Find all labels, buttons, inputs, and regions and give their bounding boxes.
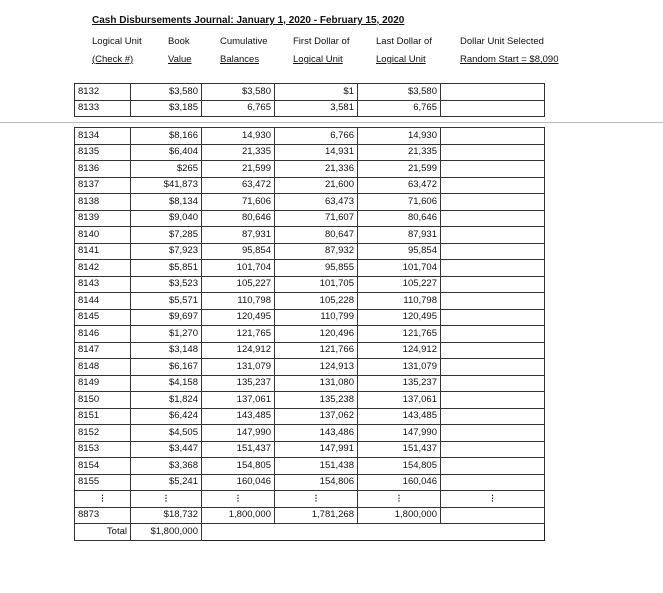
table-cell: $3,447 xyxy=(131,441,202,458)
header-first-dollar xyxy=(293,33,349,69)
table-cell: 131,080 xyxy=(275,375,358,392)
table-cell: $4,505 xyxy=(131,425,202,442)
table-cell: 137,061 xyxy=(202,392,275,409)
table-cell: 143,486 xyxy=(275,425,358,442)
table-cell: 135,237 xyxy=(358,375,441,392)
table-cell: $18,732 xyxy=(131,507,202,524)
table-cell: 151,438 xyxy=(275,458,358,475)
table-row xyxy=(75,260,545,277)
table-cell: 8148 xyxy=(75,359,131,376)
table-cell: 6,765 xyxy=(358,100,441,117)
table-cell: 121,765 xyxy=(358,326,441,343)
header-logical-unit xyxy=(92,33,142,69)
table-cell: 110,798 xyxy=(202,293,275,310)
table-cell: 8142 xyxy=(75,260,131,277)
header-last-dollar xyxy=(376,33,432,69)
table-cell: 8139 xyxy=(75,210,131,227)
table-cell: $265 xyxy=(131,161,202,178)
table-cell: 101,704 xyxy=(202,260,275,277)
table-cell xyxy=(202,524,275,541)
table-cell: 21,599 xyxy=(358,161,441,178)
table-cell: 8146 xyxy=(75,326,131,343)
table-row xyxy=(75,243,545,260)
table-cell: $4,158 xyxy=(131,375,202,392)
table-cell: $6,404 xyxy=(131,144,202,161)
table-cell: $7,923 xyxy=(131,243,202,260)
table-cell: $3,368 xyxy=(131,458,202,475)
table-cell: 14,930 xyxy=(202,128,275,145)
table-cell xyxy=(441,458,545,475)
table-row xyxy=(75,375,545,392)
table-cell xyxy=(441,293,545,310)
table-cell: 14,931 xyxy=(275,144,358,161)
table-cell xyxy=(441,260,545,277)
header-sublabel: Logical Unit xyxy=(376,54,426,65)
table-cell xyxy=(441,408,545,425)
table-cell: $8,134 xyxy=(131,194,202,211)
table-cell: 80,646 xyxy=(358,210,441,227)
table-cell xyxy=(441,342,545,359)
table-cell: 135,237 xyxy=(202,375,275,392)
table-cell: 8144 xyxy=(75,293,131,310)
table-cell xyxy=(441,100,545,117)
table-cell: 63,472 xyxy=(202,177,275,194)
table-cell xyxy=(441,392,545,409)
header-sublabel: (Check #) xyxy=(92,54,134,65)
table-cell: 154,805 xyxy=(202,458,275,475)
table-cell: ⁝ xyxy=(441,491,545,508)
table-cell: 135,238 xyxy=(275,392,358,409)
table-cell: ⁝ xyxy=(131,491,202,508)
table-cell: 87,931 xyxy=(202,227,275,244)
table-cell: 105,227 xyxy=(202,276,275,293)
table-row xyxy=(75,194,545,211)
table-row xyxy=(75,161,545,178)
table-cell: 8134 xyxy=(75,128,131,145)
table-cell: $3,185 xyxy=(131,100,202,117)
table-cell: $9,040 xyxy=(131,210,202,227)
table-cell: 120,495 xyxy=(358,309,441,326)
table-cell: 1,800,000 xyxy=(202,507,275,524)
journal-table-top xyxy=(74,83,545,117)
header-dollar-unit-selected xyxy=(460,33,559,69)
table-cell: 8153 xyxy=(75,441,131,458)
table-cell: 63,473 xyxy=(275,194,358,211)
table-cell: $9,697 xyxy=(131,309,202,326)
table-cell xyxy=(441,507,545,524)
table-cell: 151,437 xyxy=(202,441,275,458)
table-cell xyxy=(275,524,358,541)
table-cell xyxy=(441,161,545,178)
table-cell: 160,046 xyxy=(358,474,441,491)
header-label: Last Dollar of xyxy=(376,36,432,47)
table-cell: 80,647 xyxy=(275,227,358,244)
table-cell: ⁝ xyxy=(75,491,131,508)
table-cell xyxy=(441,144,545,161)
journal-table-main xyxy=(74,127,545,541)
table-row xyxy=(75,491,545,508)
header-book-value xyxy=(168,33,192,69)
table-cell: 8133 xyxy=(75,100,131,117)
table-cell: 3,581 xyxy=(275,100,358,117)
table-cell: 8145 xyxy=(75,309,131,326)
table-cell: 131,079 xyxy=(202,359,275,376)
table-row xyxy=(75,408,545,425)
table-cell: 8150 xyxy=(75,392,131,409)
table-cell: 147,991 xyxy=(275,441,358,458)
table-cell xyxy=(441,524,545,541)
table-cell: $1,824 xyxy=(131,392,202,409)
table-cell xyxy=(441,243,545,260)
table-cell: 8152 xyxy=(75,425,131,442)
table-row xyxy=(75,293,545,310)
table-cell: 95,854 xyxy=(202,243,275,260)
table-cell: $7,285 xyxy=(131,227,202,244)
table-cell xyxy=(441,177,545,194)
table-cell: 124,912 xyxy=(358,342,441,359)
table-cell: $3,580 xyxy=(358,84,441,101)
table-cell: 101,704 xyxy=(358,260,441,277)
table-cell: $1,270 xyxy=(131,326,202,343)
table-cell: 110,798 xyxy=(358,293,441,310)
table-cell: 137,061 xyxy=(358,392,441,409)
header-label: Cumulative xyxy=(220,36,268,47)
table-cell: 21,599 xyxy=(202,161,275,178)
table-cell: 8143 xyxy=(75,276,131,293)
table-row xyxy=(75,100,545,117)
table-cell: 101,705 xyxy=(275,276,358,293)
table-cell: 121,765 xyxy=(202,326,275,343)
table-cell: 121,766 xyxy=(275,342,358,359)
table-cell: $5,571 xyxy=(131,293,202,310)
table-cell: $6,424 xyxy=(131,408,202,425)
table-row xyxy=(75,177,545,194)
table-cell xyxy=(441,309,545,326)
header-sublabel: Value xyxy=(168,54,192,65)
table-row xyxy=(75,524,545,541)
table-cell: 120,495 xyxy=(202,309,275,326)
table-row xyxy=(75,276,545,293)
table-cell: 8147 xyxy=(75,342,131,359)
table-cell: 8135 xyxy=(75,144,131,161)
table-row xyxy=(75,326,545,343)
table-cell: 80,646 xyxy=(202,210,275,227)
table-cell: 105,228 xyxy=(275,293,358,310)
table-cell: $5,241 xyxy=(131,474,202,491)
table-cell xyxy=(441,326,545,343)
table-cell: $5,851 xyxy=(131,260,202,277)
table-cell: $1,800,000 xyxy=(131,524,202,541)
table-row xyxy=(75,507,545,524)
table-cell: 6,765 xyxy=(202,100,275,117)
table-cell: ⁝ xyxy=(275,491,358,508)
table-cell xyxy=(441,194,545,211)
table-cell xyxy=(441,210,545,227)
table-cell: 154,806 xyxy=(275,474,358,491)
table-row xyxy=(75,392,545,409)
table-cell: 21,336 xyxy=(275,161,358,178)
table-cell: 1,781,268 xyxy=(275,507,358,524)
page-divider xyxy=(0,122,663,123)
table-cell: 71,606 xyxy=(202,194,275,211)
table-cell: 131,079 xyxy=(358,359,441,376)
table-cell: $6,167 xyxy=(131,359,202,376)
table-cell: 143,485 xyxy=(202,408,275,425)
table-row xyxy=(75,441,545,458)
header-cumulative-balances xyxy=(220,33,268,69)
table-cell: $1 xyxy=(275,84,358,101)
table-cell: 137,062 xyxy=(275,408,358,425)
table-row xyxy=(75,84,545,101)
table-cell: 124,913 xyxy=(275,359,358,376)
table-cell: 71,606 xyxy=(358,194,441,211)
header-label: Book xyxy=(168,36,190,47)
header-sublabel: Random Start = $8,090 xyxy=(460,54,559,65)
table-cell: $3,148 xyxy=(131,342,202,359)
table-cell xyxy=(441,425,545,442)
header-sublabel: Balances xyxy=(220,54,260,65)
table-cell: 160,046 xyxy=(202,474,275,491)
table-cell: 8149 xyxy=(75,375,131,392)
table-cell: $8,166 xyxy=(131,128,202,145)
table-cell: 14,930 xyxy=(358,128,441,145)
table-cell: 124,912 xyxy=(202,342,275,359)
table-cell: 8141 xyxy=(75,243,131,260)
table-row xyxy=(75,342,545,359)
table-cell xyxy=(441,375,545,392)
table-row xyxy=(75,309,545,326)
table-row xyxy=(75,210,545,227)
table-row xyxy=(75,128,545,145)
table-cell: 147,990 xyxy=(358,425,441,442)
table-cell: 147,990 xyxy=(202,425,275,442)
table-cell: 63,472 xyxy=(358,177,441,194)
table-cell: 71,607 xyxy=(275,210,358,227)
table-cell: 105,227 xyxy=(358,276,441,293)
table-row xyxy=(75,474,545,491)
table-cell: 154,805 xyxy=(358,458,441,475)
table-row xyxy=(75,458,545,475)
header-label: Dollar Unit Selected xyxy=(460,36,544,47)
table-cell: 8137 xyxy=(75,177,131,194)
table-cell xyxy=(441,359,545,376)
table-cell xyxy=(441,128,545,145)
table-cell: 21,600 xyxy=(275,177,358,194)
table-cell: Total xyxy=(75,524,131,541)
table-cell: 143,485 xyxy=(358,408,441,425)
table-cell xyxy=(358,524,441,541)
table-cell xyxy=(441,276,545,293)
table-cell: 95,854 xyxy=(358,243,441,260)
table-cell: 8154 xyxy=(75,458,131,475)
table-cell: 1,800,000 xyxy=(358,507,441,524)
table-cell xyxy=(441,474,545,491)
table-cell: $41,873 xyxy=(131,177,202,194)
table-cell: ⁝ xyxy=(358,491,441,508)
table-cell xyxy=(441,84,545,101)
table-cell xyxy=(441,441,545,458)
table-cell: 8155 xyxy=(75,474,131,491)
table-cell: 8132 xyxy=(75,84,131,101)
table-cell: 120,496 xyxy=(275,326,358,343)
table-cell: 87,932 xyxy=(275,243,358,260)
table-cell: 151,437 xyxy=(358,441,441,458)
header-sublabel: Logical Unit xyxy=(293,54,343,65)
table-cell: 21,335 xyxy=(358,144,441,161)
table-row xyxy=(75,359,545,376)
table-cell: 8136 xyxy=(75,161,131,178)
table-cell: 21,335 xyxy=(202,144,275,161)
table-cell: 8873 xyxy=(75,507,131,524)
table-row xyxy=(75,425,545,442)
table-cell: 8140 xyxy=(75,227,131,244)
journal-title: Cash Disbursements Journal: January 1, 2020 - February 15, 2020 xyxy=(92,15,405,26)
table-cell: $3,580 xyxy=(202,84,275,101)
table-cell xyxy=(441,227,545,244)
table-row xyxy=(75,144,545,161)
table-row xyxy=(75,227,545,244)
table-cell: 110,799 xyxy=(275,309,358,326)
table-cell: 8151 xyxy=(75,408,131,425)
table-cell: ⁝ xyxy=(202,491,275,508)
table-cell: 6,766 xyxy=(275,128,358,145)
header-label: Logical Unit xyxy=(92,36,142,47)
table-cell: $3,523 xyxy=(131,276,202,293)
header-label: First Dollar of xyxy=(293,36,350,47)
table-cell: 8138 xyxy=(75,194,131,211)
table-cell: 87,931 xyxy=(358,227,441,244)
table-cell: 95,855 xyxy=(275,260,358,277)
table-cell: $3,580 xyxy=(131,84,202,101)
